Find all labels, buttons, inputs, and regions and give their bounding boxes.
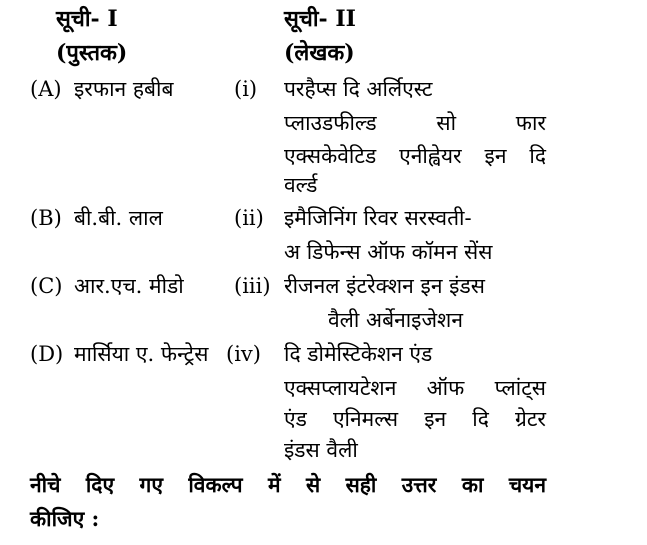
- list1-label-a: (A): [30, 77, 62, 101]
- list2-item-i-line1: परहैप्स दि अर्लिएस्ट: [284, 77, 433, 101]
- list2-label-iii: (iii): [234, 274, 271, 298]
- list1-label-d: (D): [30, 342, 64, 366]
- list2-item-iii-line2: वैली अर्बेनाइजेशन: [328, 308, 463, 332]
- list2-item-ii-line2: अ डिफेन्स ऑफ कॉमन सेंस: [284, 240, 493, 264]
- list2-item-iii-line1: रीजनल इंटरेक्शन इन इंडस: [284, 274, 485, 298]
- list1-subtitle: (पुस्तक): [56, 40, 128, 66]
- list2-item-ii-line1: इमैजिनिंग रिवर सरस्वती-: [284, 206, 472, 230]
- list1-label-b: (B): [30, 206, 62, 230]
- list1-item-c: आर.एच. मीडो: [74, 274, 184, 298]
- list2-item-i-line4: वर्ल्ड: [284, 173, 318, 197]
- list1-item-a: इरफान हबीब: [74, 77, 174, 101]
- instruction-line2: कीजिए :: [30, 506, 100, 531]
- list1-item-b: बी.बी. लाल: [74, 206, 163, 230]
- list2-item-i-line3: एक्सकेवेटिड एनीह्वेयर इन दि: [284, 144, 546, 168]
- list2-label-iv: (iv): [226, 342, 261, 366]
- list2-subtitle: (लेखक): [284, 40, 355, 66]
- list2-title: सूची- II: [284, 6, 356, 32]
- list2-item-i-line2: प्लाउडफील्ड सो फार: [284, 111, 546, 135]
- list2-item-iv-line4: इंडस वैली: [284, 438, 358, 462]
- list1-item-d: मार्सिया ए. फेन्ट्रेस: [74, 342, 209, 366]
- instruction-line1: नीचे दिए गए विकल्प में से सही उत्तर का चयन: [30, 472, 546, 497]
- list1-label-c: (C): [30, 274, 63, 298]
- list1-title: सूची- I: [56, 6, 118, 32]
- list2-label-i: (i): [234, 77, 258, 101]
- list2-item-iv-line1: दि डोमेस्टिकेशन एंड: [284, 342, 433, 366]
- list2-item-iv-line3: एंड एनिमल्स इन दि ग्रेटर: [284, 407, 546, 431]
- list2-label-ii: (ii): [234, 206, 264, 230]
- list2-item-iv-line2: एक्सप्लायटेशन ऑफ प्लांट्स: [284, 376, 546, 400]
